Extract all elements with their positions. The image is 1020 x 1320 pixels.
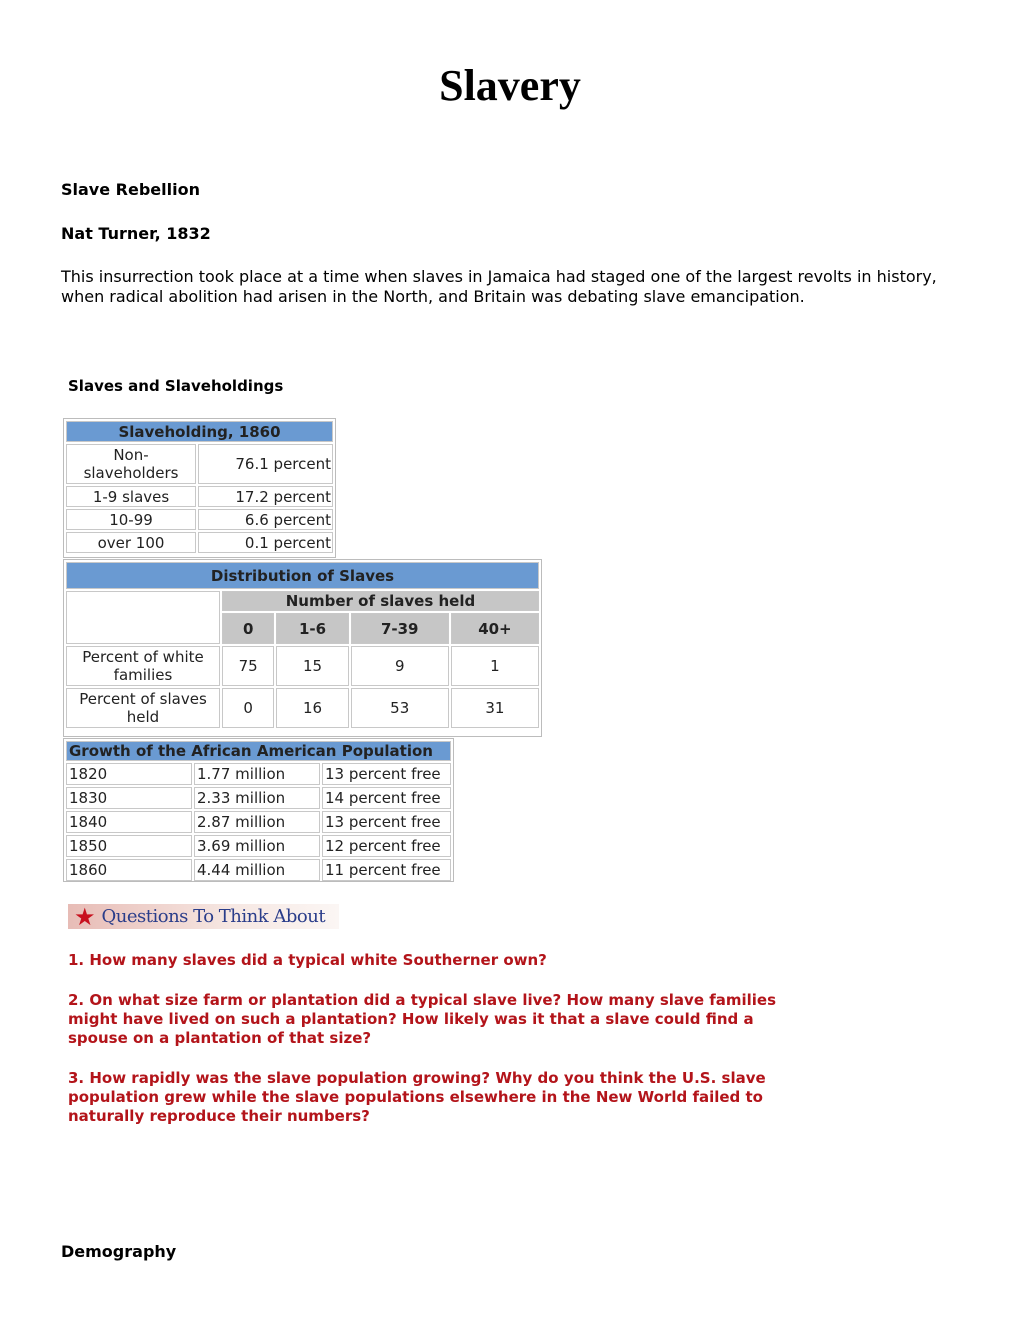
slaveholding-title: Slaveholding, 1860	[66, 421, 333, 442]
question-item: 2. On what size farm or plantation did a typical slave live? How many slave families might have lived on such a plantation? How likely was it that a slave could find a spouse on a plantation of that size?	[68, 991, 777, 1047]
distribution-cell: 53	[351, 688, 449, 728]
distribution-cell: 0	[222, 688, 274, 728]
page-title: Slavery	[439, 61, 581, 110]
heading-demography: Demography	[61, 1242, 177, 1261]
growth-free: 14 percent free	[322, 787, 451, 809]
section-title: Slaves and Slaveholdings	[68, 377, 284, 395]
growth-population: 2.33 million	[194, 787, 320, 809]
slaveholding-value: 76.1 percent	[198, 444, 333, 484]
questions-banner-title: Questions To Think About	[101, 906, 326, 927]
growth-year: 1820	[66, 763, 192, 785]
question-item: 3. How rapidly was the slave population growing? Why do you think the U.S. slave population grew while the slave populations elsewhere in the New World failed to naturally reproduce their numbers?	[68, 1069, 766, 1125]
growth-population: 2.87 million	[194, 811, 320, 833]
growth-free: 13 percent free	[322, 811, 451, 833]
growth-population: 3.69 million	[194, 835, 320, 857]
heading-slave-rebellion: Slave Rebellion	[61, 180, 200, 199]
slaveholding-label: Non-slaveholders	[66, 444, 196, 484]
slaveholding-label: 10-99	[66, 509, 196, 530]
distribution-cell: 75	[222, 646, 274, 686]
slaveholding-table	[63, 418, 336, 558]
growth-year: 1860	[66, 859, 192, 881]
distribution-column-header: 1-6	[276, 613, 348, 644]
distribution-cell: 1	[451, 646, 539, 686]
growth-table	[63, 738, 454, 882]
slaveholding-label: 1-9 slaves	[66, 486, 196, 507]
distribution-column-header: 0	[222, 613, 274, 644]
growth-free: 12 percent free	[322, 835, 451, 857]
distribution-row-label: Percent of slaves held	[66, 688, 220, 728]
distribution-row-label: Percent of white families	[66, 646, 220, 686]
distribution-column-header: 7-39	[351, 613, 449, 644]
distribution-table	[63, 559, 542, 737]
growth-title: Growth of the African American Population	[66, 741, 451, 761]
growth-year: 1840	[66, 811, 192, 833]
star-icon: ★	[74, 902, 96, 931]
intro-paragraph: This insurrection took place at a time when slaves in Jamaica had staged one of the largest revolts in history, when radical abolition had arisen in the North, and Britain was debating slave emancipation.	[61, 267, 937, 306]
heading-nat-turner: Nat Turner, 1832	[61, 224, 211, 243]
growth-free: 11 percent free	[322, 859, 451, 881]
distribution-title: Distribution of Slaves	[66, 562, 539, 589]
growth-year: 1830	[66, 787, 192, 809]
distribution-column-header: 40+	[451, 613, 539, 644]
distribution-subheader: Number of slaves held	[222, 591, 539, 611]
distribution-cell: 16	[276, 688, 348, 728]
growth-year: 1850	[66, 835, 192, 857]
distribution-cell: 31	[451, 688, 539, 728]
distribution-cell: 9	[351, 646, 449, 686]
growth-free: 13 percent free	[322, 763, 451, 785]
growth-population: 4.44 million	[194, 859, 320, 881]
slaveholding-value: 6.6 percent	[198, 509, 333, 530]
questions-banner	[68, 904, 339, 929]
slaveholding-value: 17.2 percent	[198, 486, 333, 507]
slaveholding-label: over 100	[66, 532, 196, 553]
question-item: 1. How many slaves did a typical white Southerner own?	[68, 951, 547, 969]
growth-population: 1.77 million	[194, 763, 320, 785]
distribution-empty-cell	[66, 591, 220, 644]
slaveholding-value: 0.1 percent	[198, 532, 333, 553]
distribution-cell: 15	[276, 646, 348, 686]
